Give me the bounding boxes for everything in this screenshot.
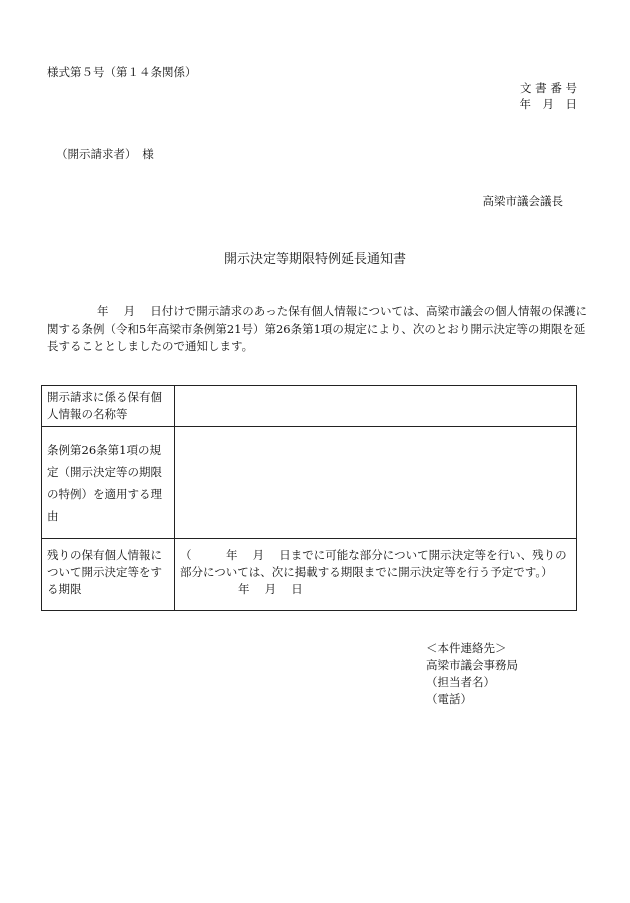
info-table xyxy=(41,385,577,611)
deadline-text: （ 年 月 日までに可能な部分について開示決定等を行い、残りの部分については、次に掲載する期限までに開示決定等を行う予定です。） xyxy=(180,548,567,579)
row-label-info-name: 開示請求に係る保有個人情報の名称等 xyxy=(42,386,175,427)
form-number: 様式第５号（第１４条関係） xyxy=(47,65,197,79)
body-text: 年 月 日付けで開示請求のあった保有個人情報については、高梁市議会の個人情報の保護に関する条例（令和5年高梁市条例第21号）第26条第1項の規定により、次のとおり開示決定等の期限を延長することとしましたので通知します。 xyxy=(47,304,587,353)
row-value-info-name xyxy=(175,386,577,427)
row-label-reason: 条例第26条第1項の規定（開示決定等の期限の特例）を適用する理由 xyxy=(42,427,175,539)
document-date: 年 月 日 xyxy=(519,97,577,111)
addressee: （開示請求者） 様 xyxy=(56,147,154,161)
body-paragraph xyxy=(47,303,587,356)
table-row xyxy=(42,539,577,611)
row-value-deadline xyxy=(175,539,577,611)
table-row xyxy=(42,427,577,539)
row-label-deadline: 残りの保有個人情報について開示決定等をする期限 xyxy=(42,539,175,611)
deadline-date: 年 月 日 xyxy=(238,582,303,596)
document-meta xyxy=(520,80,578,112)
contact-block xyxy=(426,640,518,708)
contact-person: （担当者名） xyxy=(426,675,495,689)
contact-heading: ＜本件連絡先＞ xyxy=(426,641,507,655)
sender: 高梁市議会議長 xyxy=(482,194,563,208)
document-title: 開示決定等期限特例延長通知書 xyxy=(223,252,406,267)
row-value-reason xyxy=(175,427,577,539)
contact-phone: （電話） xyxy=(426,692,472,706)
table-row xyxy=(42,386,577,427)
contact-office: 高梁市議会事務局 xyxy=(426,658,518,672)
document-number-label: 文 書 番 号 xyxy=(520,81,577,95)
